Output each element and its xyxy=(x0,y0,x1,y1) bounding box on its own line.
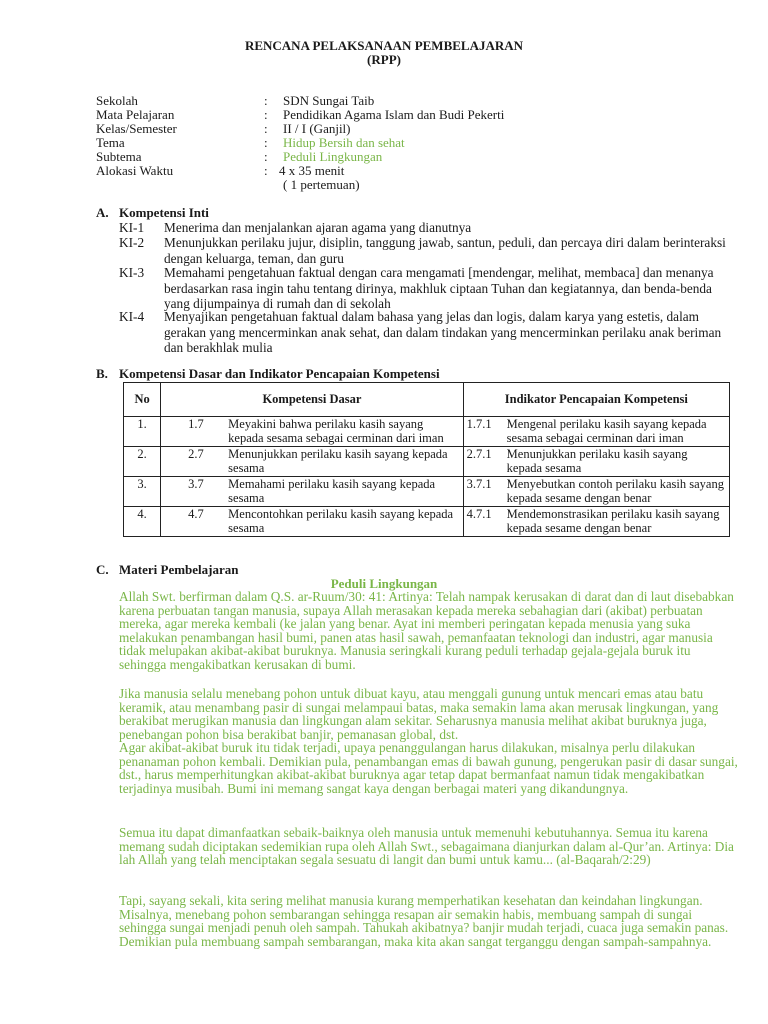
row-number: 2. xyxy=(124,447,161,477)
materi-paragraph: Tapi, sayang sekali, kita sering melihat manusia kurang memperhatikan kesehatan dan keindahan lingkungan. Misalnya, menebang pohon sembarangan sehingga resapan air semakin habis, membuang sampah di sungai sehingga sungai menjadi penuh oleh sampah. Tahukah akibatnya? banjir mudah terjadi, cuaca juga semakin panas. Demikian pula membuang sampah sembarangan, maka kita akan sangat terganggu dengan sampah-sampahnya. xyxy=(119,893,729,949)
kd-number: 2.7 xyxy=(188,447,204,461)
table-row xyxy=(124,507,730,537)
materi-paragraph: Semua itu dapat dimanfaatkan sebaik-baiknya oleh manusia untuk memenuhi kebutuhannya. Semua itu karena memang sudah diciptakan sedemikian rupa oleh Allah Swt., sebagaimana dianjurkan dalam al-Qur’an. Artinya: Dia lah Allah yang telah menciptakan segala sesuatu di langit dan bumi untuk kamu... (al-Baqarah/2:29) xyxy=(119,825,734,868)
indikator-number: 3.7.1 xyxy=(466,477,492,491)
row-number: 3. xyxy=(124,477,161,507)
indikator-number: 2.7.1 xyxy=(466,447,492,461)
identity-colon: : xyxy=(264,93,268,108)
row-number: 1. xyxy=(124,417,161,447)
kd-cell xyxy=(161,507,463,537)
table-row xyxy=(124,417,730,447)
indikator-cell xyxy=(463,507,729,537)
materi-heading: Peduli Lingkungan xyxy=(330,576,438,591)
table-row xyxy=(124,447,730,477)
kd-text: Mencontohkan perilaku kasih sayang kepada sesama xyxy=(228,507,454,535)
kd-text: Meyakini bahwa perilaku kasih sayang kepada sesama sebagai cerminan dari iman xyxy=(228,417,444,445)
kd-cell xyxy=(161,477,463,507)
ki-text: Menunjukkan perilaku jujur, disiplin, tanggung jawab, santun, peduli, dan percaya diri dalam berinteraksi dengan keluarga, teman, dan guru xyxy=(164,235,726,266)
identity-colon: : xyxy=(264,163,268,178)
indikator-text: Menyebutkan contoh perilaku kasih sayang kepada sesame dengan benar xyxy=(506,477,724,505)
identity-value: 4 x 35 menit xyxy=(279,163,345,178)
table-row xyxy=(124,477,730,507)
ki-code: KI-4 xyxy=(119,309,145,324)
alokasi-note: ( 1 pertemuan) xyxy=(283,177,360,192)
identity-colon: : xyxy=(264,107,268,122)
identity-label: Tema xyxy=(96,135,125,150)
kompetensi-table xyxy=(123,382,730,537)
identity-label: Sekolah xyxy=(96,93,138,108)
row-number: 4. xyxy=(124,507,161,537)
section-title: Materi Pembelajaran xyxy=(119,562,239,577)
identity-label: Mata Pelajaran xyxy=(96,107,175,122)
identity-value: II / I (Ganjil) xyxy=(283,121,351,136)
indikator-cell xyxy=(463,447,729,477)
ki-text: Menyajikan pengetahuan faktual dalam bahasa yang jelas dan logis, dalam karya yang estetis, dalam gerakan yang mencerminkan anak sehat, dan dalam tindakan yang mencerminkan perilaku anak beriman dan berakhlak mulia xyxy=(164,309,722,355)
identity-colon: : xyxy=(264,121,268,136)
identity-colon: : xyxy=(264,149,268,164)
kd-number: 1.7 xyxy=(188,417,204,431)
kd-cell xyxy=(161,447,463,477)
section-letter: A. xyxy=(96,205,109,220)
indikator-text: Menunjukkan perilaku kasih sayang kepada sesama xyxy=(506,447,688,475)
section-title: Kompetensi Inti xyxy=(119,205,209,220)
identity-value: Peduli Lingkungan xyxy=(283,149,383,164)
kd-number: 4.7 xyxy=(188,507,204,521)
ki-code: KI-3 xyxy=(119,265,145,280)
indikator-text: Mengenal perilaku kasih sayang kepada sesama sebagai cerminan dari iman xyxy=(506,417,707,445)
kd-number: 3.7 xyxy=(188,477,204,491)
materi-paragraph: Allah Swt. berfirman dalam Q.S. ar-Ruum/30: 41: Artinya: Telah nampak kerusakan di darat dan di laut disebabkan karena perbuatan tangan manusia, supaya Allah merasakan kepada mereka sebahagian dari (akibat) perbuatan mereka, agar mereka kembali (ke jalan yang benar. Ayat ini memberi peringatan kepada menusia yang suka melakukan penambangan hasil bumi, panen atas hasil sawah, pemanfaatan teknologi dan industri, agar manusia tidak melupakan akibat-akibat buruknya. Manusia seringkali kurang peduli terhadap gejala-gejala buruk itu sehingga mengakibatkan kerusakan di bumi. xyxy=(119,589,734,672)
kd-cell xyxy=(161,417,463,447)
section-title: Kompetensi Dasar dan Indikator Pencapaian Kompetensi xyxy=(119,366,440,381)
identity-value: Hidup Bersih dan sehat xyxy=(283,135,405,150)
identity-colon: : xyxy=(264,135,268,150)
section-letter: C. xyxy=(96,562,109,577)
kd-text: Menunjukkan perilaku kasih sayang kepada sesama xyxy=(228,447,448,475)
ki-code: KI-2 xyxy=(119,235,145,250)
column-header-kd: Kompetensi Dasar xyxy=(161,383,463,417)
section-letter: B. xyxy=(96,366,108,381)
ki-text: Memahami pengetahuan faktual dengan cara mengamati [mendengar, melihat, membaca] dan menanya berdasarkan rasa ingin tahu tentang dirinya, makhluk ciptaan Tuhan dan kegiatannya, dan benda-benda yang dijumpainya di rumah dan di sekolah xyxy=(164,265,714,311)
document-title: RENCANA PELAKSANAAN PEMBELAJARAN xyxy=(244,38,524,53)
identity-label: Alokasi Waktu xyxy=(96,163,174,178)
indikator-number: 4.7.1 xyxy=(466,507,492,521)
identity-value: SDN Sungai Taib xyxy=(283,93,375,108)
indikator-cell xyxy=(463,417,729,447)
indikator-text: Mendemonstrasikan perilaku kasih sayang kepada sesame dengan benar xyxy=(506,507,720,535)
ki-code: KI-1 xyxy=(119,220,145,235)
materi-paragraph: Jika manusia selalu menebang pohon untuk dibuat kayu, atau menggali gunung untuk mencari emas atau batu keramik, atau menambang pasir di sungai melampaui batas, maka semakin lama akan merusak lingkungan, yang berakibat merugikan manusia dan lingkungan alam sekitar. Seharusnya manusia melihat akibat buruknya juga, penebangan pohon bisa berakibat banjir, pemanasan global, dst. xyxy=(119,686,719,742)
identity-label: Subtema xyxy=(96,149,142,164)
indikator-cell xyxy=(463,477,729,507)
column-header-no: No xyxy=(124,383,161,417)
kd-text: Memahami perilaku kasih sayang kepada sesama xyxy=(228,477,436,505)
materi-paragraph: Agar akibat-akibat buruk itu tidak terjadi, upaya penanggulangan harus dilakukan, misalnya perlu dilakukan penanaman pohon kembali. Demikian pula, penambangan emas di bawah gunung, pengerukan pasir di dasar sungai, dst., harus memperhitungkan akibat-akibat buruknya agar tetap dapat bermanfaat namun tidak mengakibatkan terjadinya musibah. Bumi ini memang sangat kaya dengan berbagai materi yang dikandungnya. xyxy=(119,740,738,796)
table-header-row xyxy=(124,383,730,417)
column-header-indikator: Indikator Pencapaian Kompetensi xyxy=(463,383,729,417)
document-subtitle: (RPP) xyxy=(367,52,401,67)
ki-text: Menerima dan menjalankan ajaran agama yang dianutnya xyxy=(164,220,472,235)
indikator-number: 1.7.1 xyxy=(466,417,492,431)
identity-label: Kelas/Semester xyxy=(96,121,177,136)
identity-value: Pendidikan Agama Islam dan Budi Pekerti xyxy=(283,107,505,122)
